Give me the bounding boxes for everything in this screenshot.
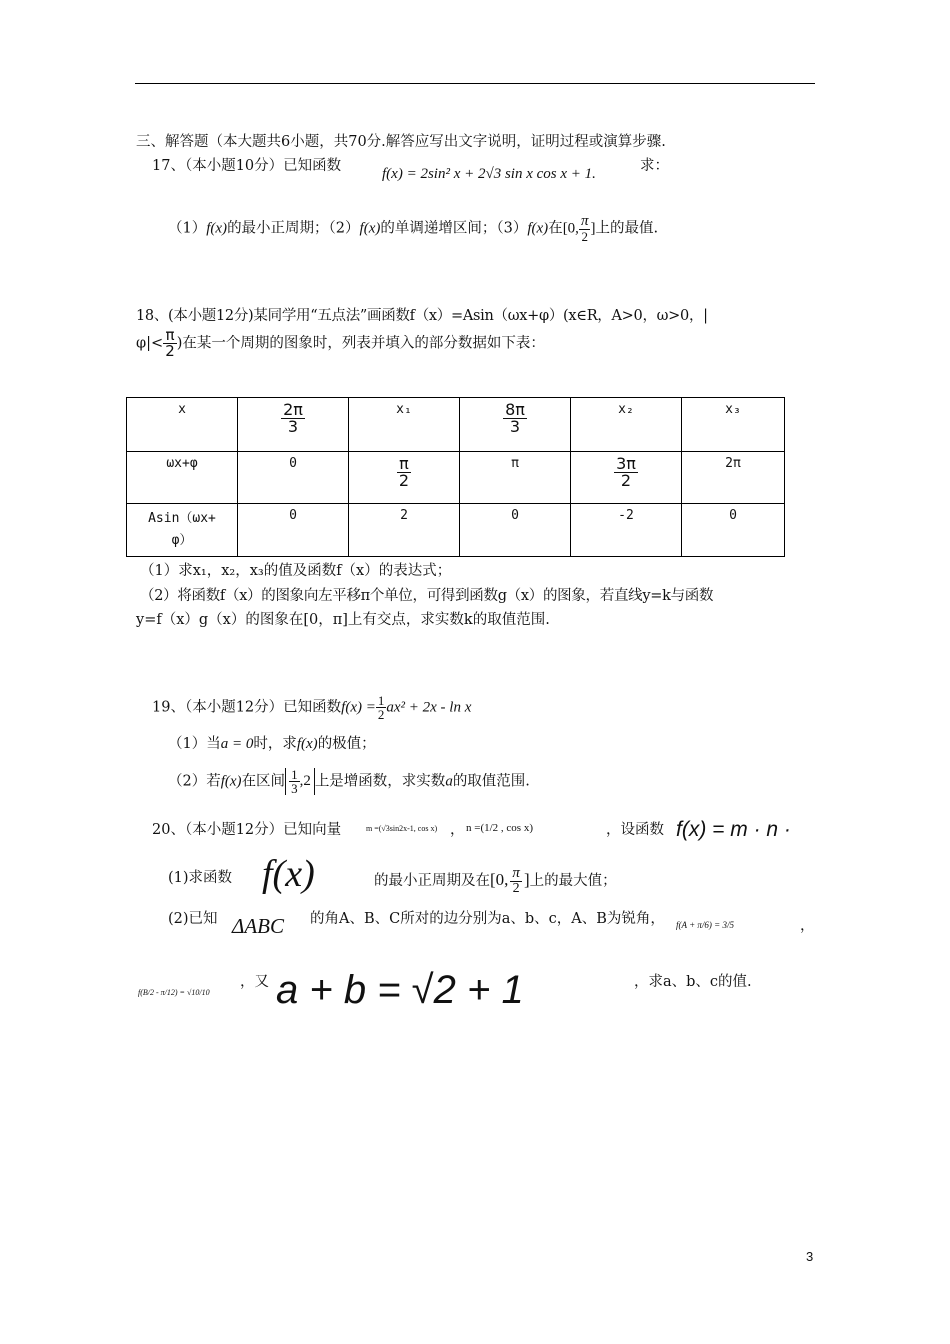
fraction-denominator: 3: [509, 417, 521, 436]
q18-line2-fraction: [163, 328, 177, 359]
q20-p1-a: (1)求函数: [168, 870, 233, 886]
q19-part2: [168, 768, 530, 795]
q17-p3-text: 上的最值.: [595, 220, 659, 237]
table-row: [127, 504, 785, 557]
table-cell: 0: [460, 504, 571, 557]
table-cell: x₁: [349, 398, 460, 452]
q18-part2-line1: （2）将函数f（x）的图象向左平移π个单位，可得到函数g（x）的图象，若直线y=k与函数: [140, 588, 714, 604]
q17-p1-text: 的最小正周期；（2）: [227, 220, 360, 237]
q20-p1-two: 2: [512, 881, 520, 896]
q20-n-vector: n =(1/2 , cos x): [466, 822, 533, 834]
q19-half-n: 1: [377, 693, 385, 708]
q20-p1-b: 的最小正周期及在: [374, 873, 490, 889]
q19-interval-two: ,2: [299, 772, 311, 789]
q20-p1-row: [374, 866, 617, 896]
q17-p1-label: （1）: [168, 220, 207, 237]
q19-p2-a: （2）若: [168, 773, 221, 790]
fraction-denominator: 2: [620, 471, 632, 490]
table-cell: [238, 398, 349, 452]
q17-p3-zai: 在: [548, 220, 563, 237]
table-cell: x: [127, 398, 238, 452]
fraction-numerator: 3π: [616, 454, 636, 473]
q19-interval: [285, 768, 315, 795]
q19-half: [376, 694, 387, 721]
q19-p2-b: 在区间: [241, 773, 286, 790]
q17-parts: [168, 214, 658, 243]
table-cell: [127, 504, 238, 557]
q18-table: [126, 397, 785, 557]
table-cell: 0: [238, 504, 349, 557]
q17-p3-fx: f(x): [527, 220, 549, 237]
q20-p2-big-eq: a + b = √2 + 1: [276, 968, 524, 1012]
q18-line2-two: 2: [165, 342, 175, 360]
q19-p2-var: a: [445, 773, 453, 790]
table-cell: x₂: [571, 398, 682, 452]
table-cell: 2π: [682, 452, 785, 504]
q17-p3-fraction: [579, 214, 591, 243]
q19-p1-b: 时，求: [253, 736, 297, 752]
table-cell: 0: [238, 452, 349, 504]
q19-p1-c: 的极值；: [317, 736, 376, 752]
fraction-numerator: π: [397, 456, 411, 473]
q17-ask: 求：: [640, 158, 669, 174]
cell-text: φ）: [171, 533, 193, 548]
q20-m-vector: m =(√3sin2x-1, cos x): [366, 824, 438, 833]
q19-p1-a: （1）当: [168, 736, 221, 752]
table-row: [127, 452, 785, 504]
q20-p2-triangle: ΔABC: [232, 914, 284, 938]
fraction-numerator: 8π: [505, 400, 525, 419]
q20-p2-cond2: f(B/2 - π/12) = √10/10: [138, 988, 210, 997]
q19-half-d: 2: [377, 707, 385, 722]
q17-p3-right: ]: [590, 220, 596, 237]
q19-interval-n: 1: [291, 767, 298, 782]
q17-formula: f(x) = 2sin² x + 2√3 sin x cos x + 1.: [382, 166, 596, 182]
table-row: [127, 398, 785, 452]
q20-p2-you: ，又: [240, 974, 269, 990]
q20-p1-right: ]: [523, 870, 530, 889]
q20-p2-a: (2)已知: [168, 911, 218, 927]
q17-p3-two: 2: [581, 229, 588, 244]
fraction-denominator: 2: [398, 471, 410, 490]
q20-p1-left: [0,: [490, 870, 509, 889]
q19-p1-fx: f(x): [296, 736, 318, 752]
q17-p3-left: [0,: [562, 220, 579, 237]
q20-p2-b: 的角A、B、C所对的边分别为a、b、c，A、B为锐角，: [310, 911, 665, 927]
q20-p1-fraction: [510, 866, 522, 896]
table-cell: π: [460, 452, 571, 504]
q19-p1-cond: a = 0: [220, 736, 254, 752]
header-rule: [135, 83, 815, 84]
q17-p1-fx: f(x): [206, 220, 228, 237]
q18-line2-b: )在某一个周期的图象时，列表并填入的部分数据如下表：: [176, 335, 545, 352]
table-cell: 0: [682, 504, 785, 557]
q17-p3-pi: π: [580, 213, 589, 229]
fraction-numerator: 2π: [283, 400, 303, 419]
table-cell: [349, 452, 460, 504]
q20-sep: ，: [450, 822, 465, 838]
q19-head-row: [152, 694, 471, 721]
q18-line2-a: φ|<: [136, 335, 164, 352]
q18-line1: 18、(本小题12分)某同学用“五点法”画函数f（x）=Asin（ωx+φ）(x∈R，A>0，ω>0，|: [136, 308, 708, 324]
q17-p2-fx: f(x): [359, 220, 381, 237]
table-cell: -2: [571, 504, 682, 557]
q19-p2-fx: f(x): [220, 773, 242, 790]
q19-p2-d2: 的取值范围.: [452, 773, 530, 790]
table-cell: x₃: [682, 398, 785, 452]
q19-part1: [168, 732, 376, 753]
q19-formula-a: f(x) =: [341, 699, 376, 716]
q19-interval-d: 3: [291, 781, 298, 796]
q18-line2: [136, 328, 545, 359]
q20-p1-big-fx: f(x): [262, 853, 315, 895]
q20-f-definition: f(x) = m · n ·: [676, 818, 791, 841]
page-number: 3: [806, 1249, 814, 1264]
q17-p2-text: 的单调递增区间；（3）: [380, 220, 528, 237]
table-cell: 2: [349, 504, 460, 557]
q20-p2-cond1: f(A + π/6) = 3/5: [676, 920, 734, 930]
q20-p1-pi: π: [512, 865, 520, 881]
q20-head: 20、（本小题12分）已知向量: [152, 822, 342, 838]
section-title: 三、解答题（本大题共6小题，共70分.解答应写出文字说明，证明过程或演算步骤.: [136, 134, 666, 150]
q17-head: 17、（本小题10分）已知函数: [152, 158, 342, 174]
q20-set: ，设函数: [606, 822, 664, 838]
q20-p1-c: 上的最大值；: [529, 873, 617, 889]
q19-p2-c: 上是增函数，求实数: [314, 773, 446, 790]
q18-line2-pi: π: [163, 328, 177, 344]
cell-text: Asin（ωx+: [148, 511, 216, 526]
q20-p2-comma: ，: [800, 918, 815, 934]
fraction-denominator: 3: [287, 417, 299, 436]
table-cell: [571, 452, 682, 504]
q18-part1: （1）求x₁，x₂，x₃的值及函数f（x）的表达式；: [140, 563, 452, 579]
q19-formula-b: ax² + 2x - ln x: [386, 699, 472, 716]
table-cell: [460, 398, 571, 452]
q20-p2-end: ，求a、b、c的值.: [634, 974, 752, 990]
q18-part2-line2: y=f（x）g（x）的图象在[0，π]上有交点，求实数k的取值范围.: [136, 612, 550, 628]
table-cell: ωx+φ: [127, 452, 238, 504]
q19-head: 19、（本小题12分）已知函数: [152, 699, 342, 716]
